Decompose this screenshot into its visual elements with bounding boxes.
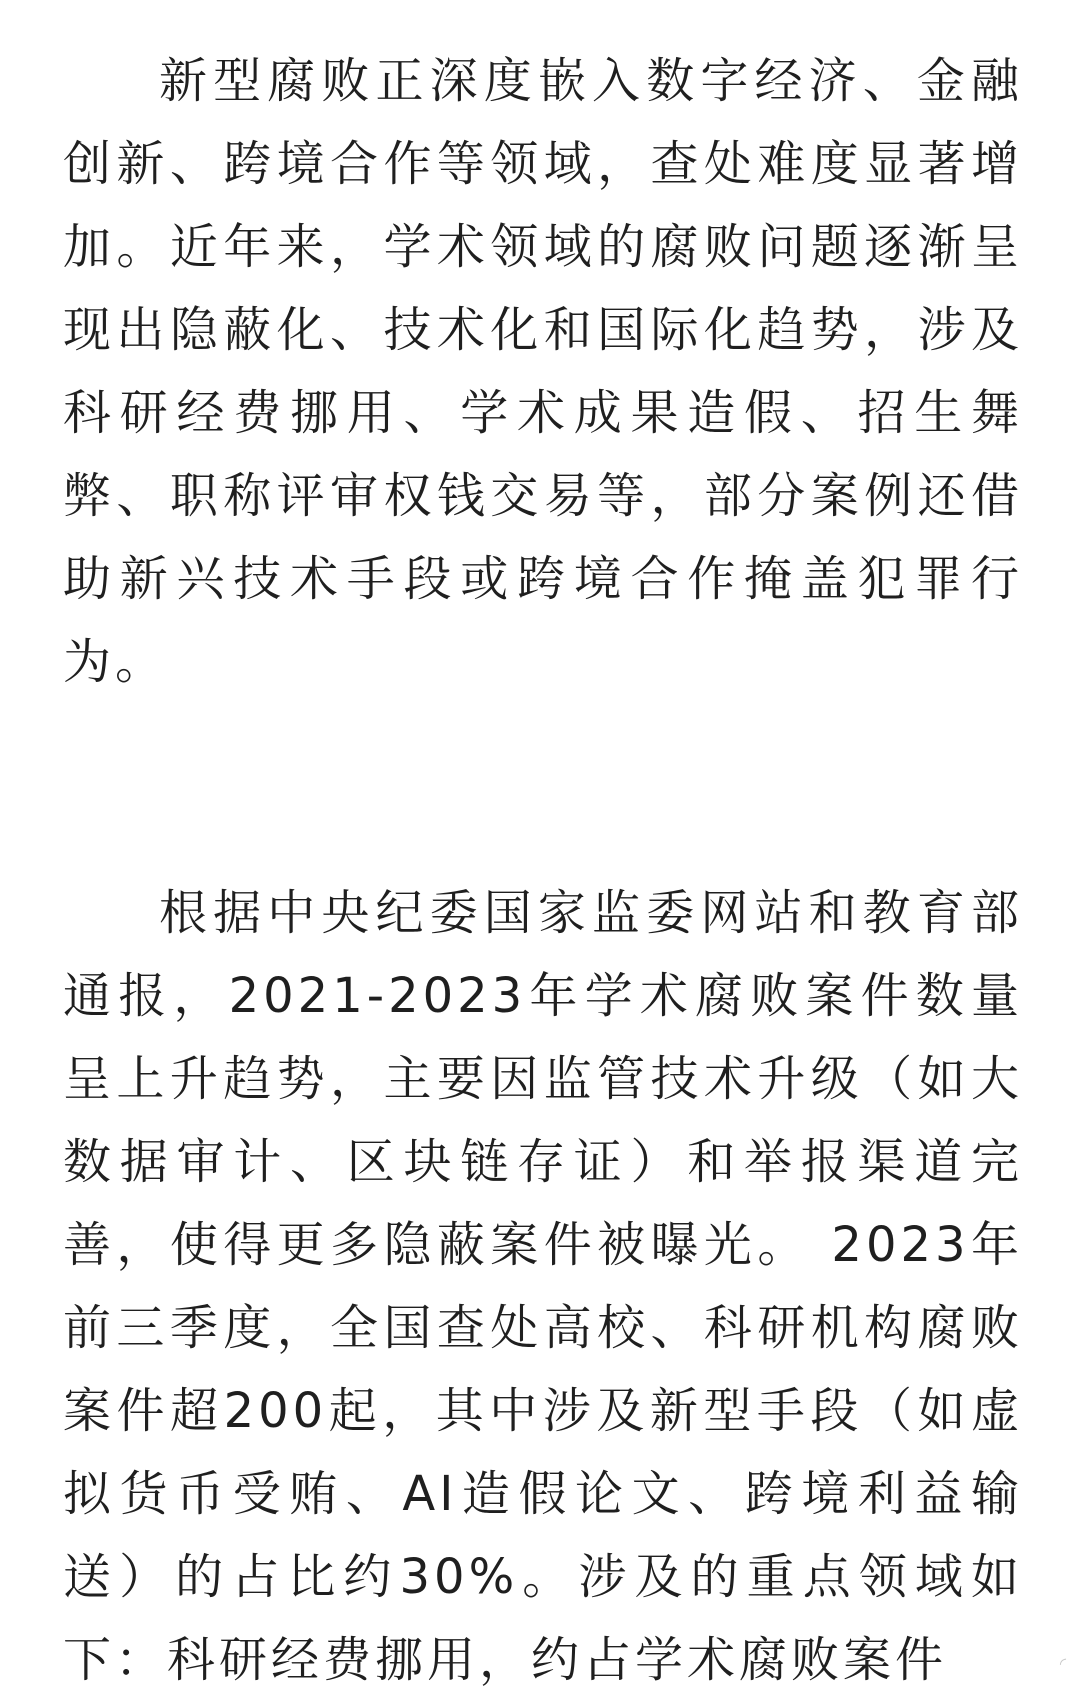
article-body (63, 40, 1023, 1702)
corner-mark-icon: ◜ (1059, 1654, 1067, 1673)
paragraph-new-corruption: 新型腐败正深度嵌入数字经济、金融创新、跨境合作等领域，查处难度显著增加。近年来，学术领域的腐败问题逐渐呈现出隐蔽化、技术化和国际化趋势，涉及科研经费挪用、学术成果造假、招生舞弊、职称评审权钱交易等，部分案例还借助新兴技术手段或跨境合作掩盖犯罪行为。 (63, 53, 1023, 690)
paragraph-academic-corruption-stats: 根据中央纪委国家监委网站和教育部通报，2021-2023年学术腐败案件数量呈上升趋势，主要因监管技术升级（如大数据审计、区块链存证）和举报渠道完善，使得更多隐蔽案件被曝光。 2023年前三季度，全国查处高校、科研机构腐败案件超200起，其中涉及新型手段（如虚拟货币受贿、AI造假论文、跨境利益输送）的占比约30%。涉及的重点领域如下：科研经费挪用，约占学术腐败案件 (63, 885, 1023, 1688)
